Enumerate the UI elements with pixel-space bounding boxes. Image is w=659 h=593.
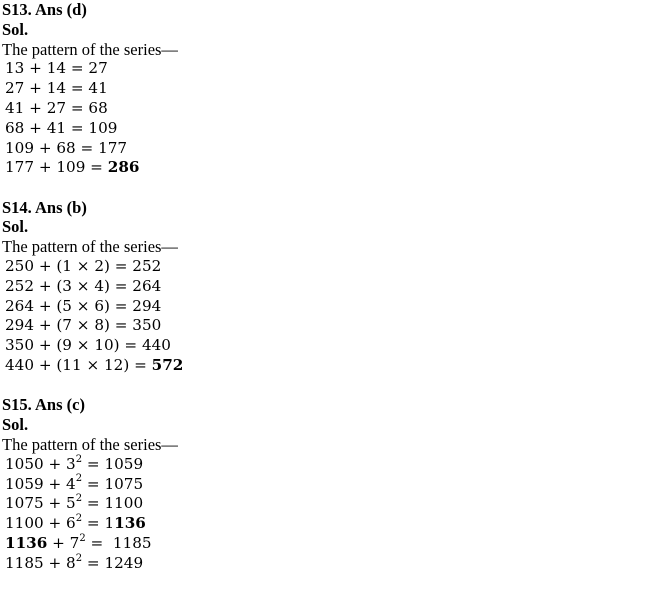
equation-line	[2, 158, 657, 178]
equation-line	[2, 316, 657, 336]
equation-line	[2, 494, 657, 514]
equation-line	[2, 59, 657, 79]
equation-text: 1059 + 4	[5, 474, 76, 493]
solution-section-s15	[2, 395, 657, 573]
equation-text: 27 + 14 = 41	[5, 79, 108, 98]
equation-line	[2, 257, 657, 277]
equation-text: 41 + 27 = 68	[5, 98, 108, 117]
equation-text: 250 + (1 × 2) = 252	[5, 257, 162, 276]
equation-text: 177 + 109 =	[5, 158, 108, 177]
sol-label: Sol.	[2, 415, 29, 435]
answer-heading: S15. Ans (c)	[2, 395, 85, 415]
equation-line	[2, 99, 657, 119]
exponent: 2	[75, 513, 83, 525]
equation-text: = 1100	[82, 494, 144, 513]
equation-text: 294 + (7 × 8) = 350	[5, 316, 162, 335]
equation-text: = 1249	[82, 553, 144, 572]
equation-line	[2, 336, 657, 356]
equation-text: 13 + 14 = 27	[5, 59, 108, 78]
result-value: 136	[114, 514, 146, 533]
exponent: 2	[75, 473, 83, 485]
result-value: 1136	[5, 533, 48, 552]
sol-label: Sol.	[2, 19, 29, 39]
result-value: 572	[151, 356, 184, 375]
solution-section-s14	[2, 198, 657, 376]
pattern-intro: The pattern of the series—	[2, 434, 178, 454]
equation-text: = 1185	[85, 533, 152, 552]
equation-line	[2, 79, 657, 99]
equation-list	[2, 455, 657, 574]
equation-line	[2, 475, 657, 495]
equation-list	[2, 59, 657, 178]
equation-line	[2, 554, 657, 574]
equation-line	[2, 534, 657, 554]
equation-text: 252 + (3 × 4) = 264	[5, 276, 162, 295]
equation-text: 1100 + 6	[5, 514, 76, 533]
solution-section-s13	[2, 0, 657, 178]
equation-text: 1075 + 5	[5, 494, 76, 513]
pattern-intro: The pattern of the series—	[2, 237, 178, 257]
pattern-intro: The pattern of the series—	[2, 39, 178, 59]
exponent: 2	[79, 532, 86, 544]
equation-text: 109 + 68 = 177	[5, 138, 128, 157]
answer-heading: S13. Ans (d)	[2, 0, 87, 19]
equation-line	[2, 455, 657, 475]
sol-label: Sol.	[2, 217, 29, 237]
equation-line	[2, 514, 657, 534]
equation-line	[2, 277, 657, 297]
equation-text: + 7	[47, 533, 80, 552]
solutions-document	[2, 0, 657, 593]
exponent: 2	[75, 493, 83, 505]
equation-text: 264 + (5 × 6) = 294	[5, 296, 162, 315]
result-value: 286	[107, 158, 140, 177]
exponent: 2	[75, 552, 83, 564]
equation-text: = 1	[82, 514, 115, 533]
equation-line	[2, 297, 657, 317]
equation-text: = 1059	[82, 454, 144, 473]
exponent: 2	[75, 453, 83, 465]
equation-line	[2, 119, 657, 139]
equation-text: 1050 + 3	[5, 454, 76, 473]
equation-text: 68 + 41 = 109	[5, 118, 118, 137]
equation-text: 350 + (9 × 10) = 440	[5, 336, 171, 355]
equation-line	[2, 356, 657, 376]
equation-text: 440 + (11 × 12) =	[5, 356, 152, 375]
answer-heading: S14. Ans (b)	[2, 197, 87, 217]
equation-list	[2, 257, 657, 376]
equation-text: = 1075	[82, 474, 144, 493]
equation-line	[2, 139, 657, 159]
equation-text: 1185 + 8	[5, 553, 76, 572]
